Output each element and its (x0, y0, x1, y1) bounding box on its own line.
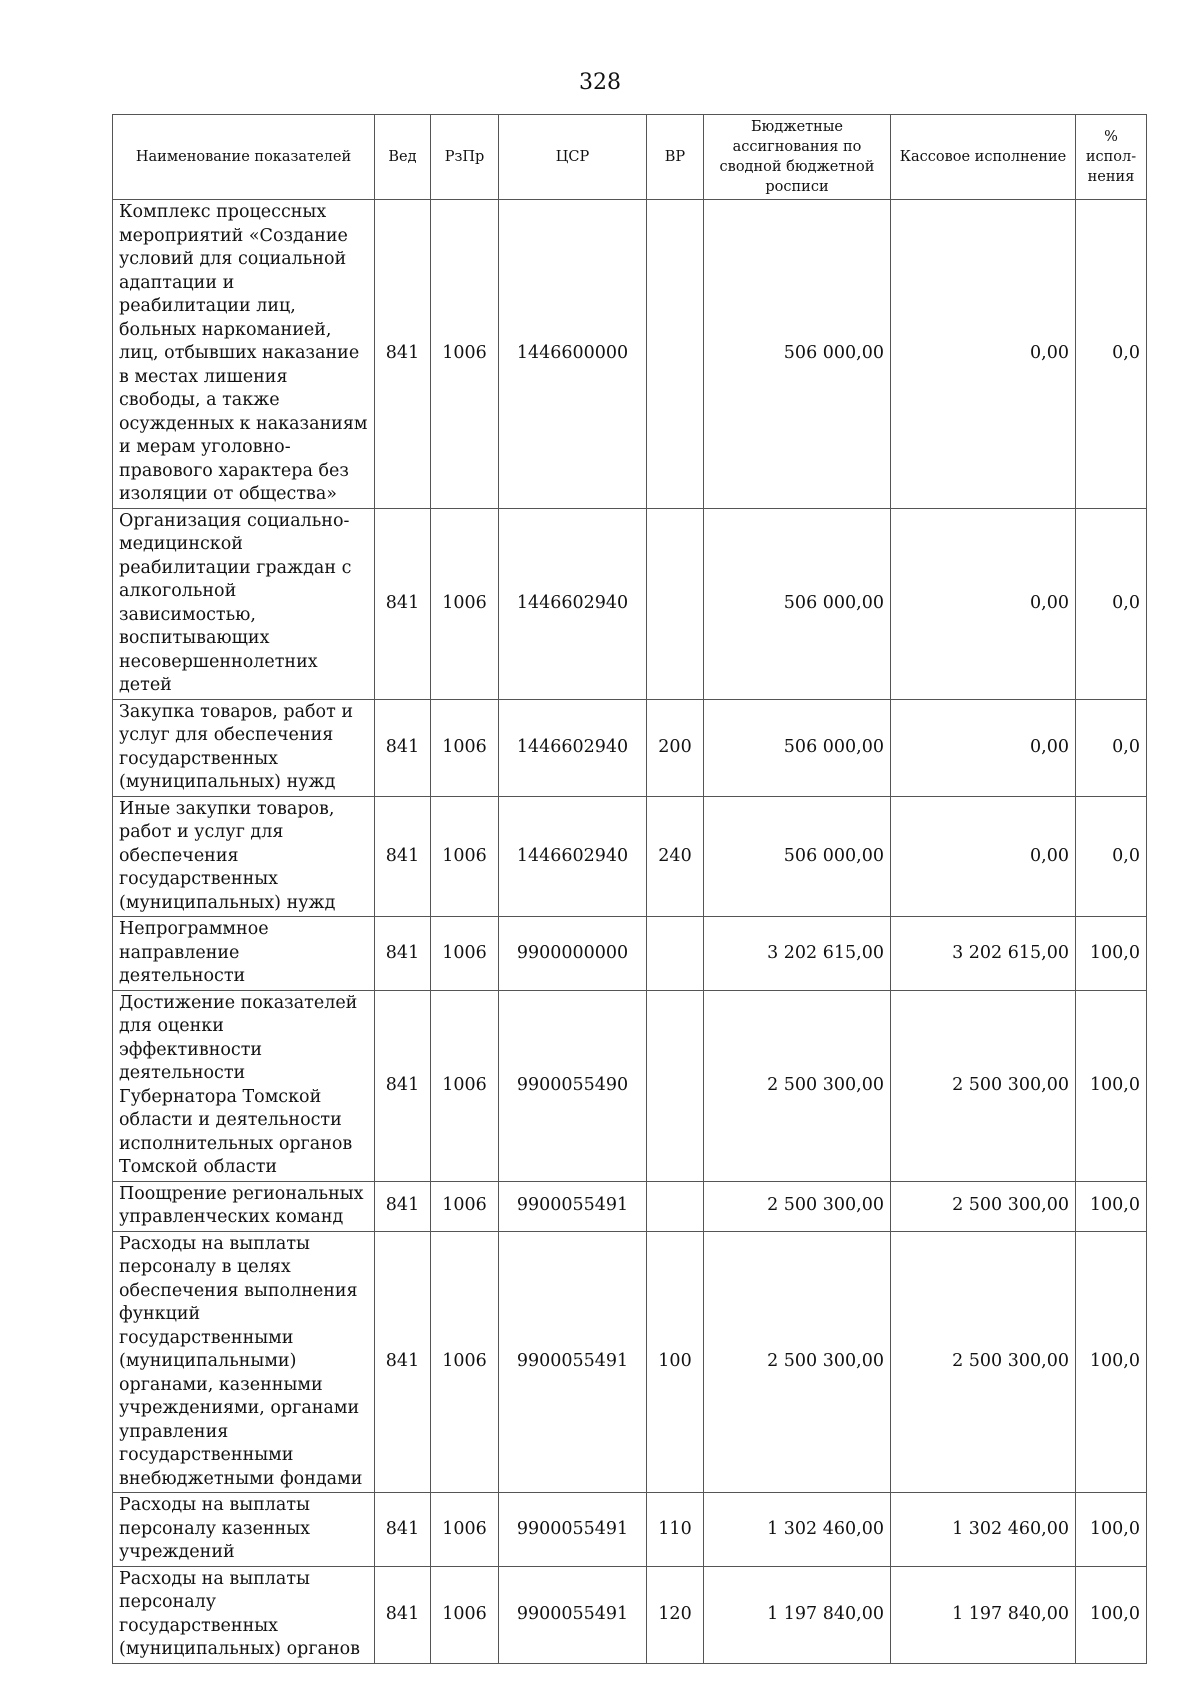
row-vr (647, 990, 704, 1181)
row-ved: 841 (375, 1566, 431, 1663)
row-ved: 841 (375, 1231, 431, 1493)
table-row (113, 990, 1147, 1181)
row-name: Поощрение региональных управленческих команд (113, 1181, 375, 1231)
row-percent: 0,0 (1076, 200, 1147, 509)
header-budget: Бюджетные ассигнования по сводной бюджетной росписи (704, 115, 891, 200)
header-vr: ВР (647, 115, 704, 200)
row-rzpr: 1006 (431, 917, 499, 991)
row-budget: 2 500 300,00 (704, 1231, 891, 1493)
table-row (113, 200, 1147, 509)
row-rzpr: 1006 (431, 508, 499, 699)
row-csr: 1446600000 (499, 200, 647, 509)
row-rzpr: 1006 (431, 1493, 499, 1567)
table-header (113, 115, 1147, 200)
row-cash: 0,00 (891, 508, 1076, 699)
row-percent: 100,0 (1076, 1181, 1147, 1231)
row-percent: 100,0 (1076, 1231, 1147, 1493)
row-rzpr: 1006 (431, 796, 499, 917)
row-cash: 2 500 300,00 (891, 1181, 1076, 1231)
row-name: Закупка товаров, работ и услуг для обеспечения государственных (муниципальных) нужд (113, 699, 375, 796)
table-row (113, 699, 1147, 796)
row-budget: 506 000,00 (704, 699, 891, 796)
header-percent: % испол-нения (1076, 115, 1147, 200)
row-ved: 841 (375, 1493, 431, 1567)
row-csr: 1446602940 (499, 508, 647, 699)
row-rzpr: 1006 (431, 1566, 499, 1663)
header-row (113, 115, 1147, 200)
row-vr: 200 (647, 699, 704, 796)
row-name: Комплекс процессных мероприятий «Создание условий для социальной адаптации и реабилитации лиц, больных наркоманией, лиц, отбывших наказание в местах лишения свободы, а также осужденных к наказаниям и мерам уголовно-правового характера без изоляции от общества» (113, 200, 375, 509)
row-name: Расходы на выплаты персоналу в целях обеспечения выполнения функций государственными (муниципальными) органами, казенными учреждениями, органами управления государственными внебюджетными фондами (113, 1231, 375, 1493)
row-name: Расходы на выплаты персоналу казенных учреждений (113, 1493, 375, 1567)
row-budget: 1 197 840,00 (704, 1566, 891, 1663)
row-ved: 841 (375, 508, 431, 699)
row-percent: 0,0 (1076, 699, 1147, 796)
row-percent: 0,0 (1076, 508, 1147, 699)
row-cash: 0,00 (891, 699, 1076, 796)
row-csr: 1446602940 (499, 796, 647, 917)
row-percent: 100,0 (1076, 1493, 1147, 1567)
row-vr: 240 (647, 796, 704, 917)
table-row (113, 508, 1147, 699)
budget-execution-table (112, 114, 1147, 1664)
row-csr: 9900055491 (499, 1231, 647, 1493)
row-budget: 2 500 300,00 (704, 1181, 891, 1231)
row-name: Организация социально-медицинской реабилитации граждан с алкогольной зависимостью, воспитывающих несовершеннолетних детей (113, 508, 375, 699)
header-ved: Вед (375, 115, 431, 200)
row-vr (647, 917, 704, 991)
row-vr (647, 200, 704, 509)
table-row (113, 1181, 1147, 1231)
row-csr: 9900055491 (499, 1493, 647, 1567)
row-percent: 100,0 (1076, 990, 1147, 1181)
table-row (113, 917, 1147, 991)
row-ved: 841 (375, 990, 431, 1181)
table-row (113, 1493, 1147, 1567)
row-percent: 100,0 (1076, 917, 1147, 991)
row-vr (647, 1181, 704, 1231)
row-rzpr: 1006 (431, 200, 499, 509)
row-name: Достижение показателей для оценки эффективности деятельности Губернатора Томской области и деятельности исполнительных органов Томской области (113, 990, 375, 1181)
row-ved: 841 (375, 200, 431, 509)
row-cash: 2 500 300,00 (891, 1231, 1076, 1493)
row-rzpr: 1006 (431, 1181, 499, 1231)
table-row (113, 1566, 1147, 1663)
row-csr: 9900055490 (499, 990, 647, 1181)
row-csr: 9900000000 (499, 917, 647, 991)
header-name: Наименование показателей (113, 115, 375, 200)
page-number: 328 (579, 70, 621, 95)
row-rzpr: 1006 (431, 699, 499, 796)
row-cash: 2 500 300,00 (891, 990, 1076, 1181)
row-budget: 3 202 615,00 (704, 917, 891, 991)
row-cash: 0,00 (891, 200, 1076, 509)
row-ved: 841 (375, 917, 431, 991)
row-budget: 2 500 300,00 (704, 990, 891, 1181)
row-cash: 1 197 840,00 (891, 1566, 1076, 1663)
row-percent: 0,0 (1076, 796, 1147, 917)
row-cash: 0,00 (891, 796, 1076, 917)
row-ved: 841 (375, 796, 431, 917)
header-cash: Кассовое исполнение (891, 115, 1076, 200)
header-csr: ЦСР (499, 115, 647, 200)
row-csr: 9900055491 (499, 1181, 647, 1231)
row-rzpr: 1006 (431, 990, 499, 1181)
row-csr: 1446602940 (499, 699, 647, 796)
row-budget: 1 302 460,00 (704, 1493, 891, 1567)
header-rzpr: РзПр (431, 115, 499, 200)
row-name: Иные закупки товаров, работ и услуг для обеспечения государственных (муниципальных) нужд (113, 796, 375, 917)
row-ved: 841 (375, 699, 431, 796)
row-rzpr: 1006 (431, 1231, 499, 1493)
table-row (113, 1231, 1147, 1493)
row-vr: 100 (647, 1231, 704, 1493)
row-budget: 506 000,00 (704, 508, 891, 699)
row-ved: 841 (375, 1181, 431, 1231)
row-budget: 506 000,00 (704, 200, 891, 509)
row-percent: 100,0 (1076, 1566, 1147, 1663)
row-vr (647, 508, 704, 699)
table-row (113, 796, 1147, 917)
row-cash: 3 202 615,00 (891, 917, 1076, 991)
row-vr: 110 (647, 1493, 704, 1567)
table-body (113, 200, 1147, 1664)
row-csr: 9900055491 (499, 1566, 647, 1663)
row-budget: 506 000,00 (704, 796, 891, 917)
row-vr: 120 (647, 1566, 704, 1663)
row-name: Расходы на выплаты персоналу государственных (муниципальных) органов (113, 1566, 375, 1663)
row-cash: 1 302 460,00 (891, 1493, 1076, 1567)
row-name: Непрограммное направление деятельности (113, 917, 375, 991)
